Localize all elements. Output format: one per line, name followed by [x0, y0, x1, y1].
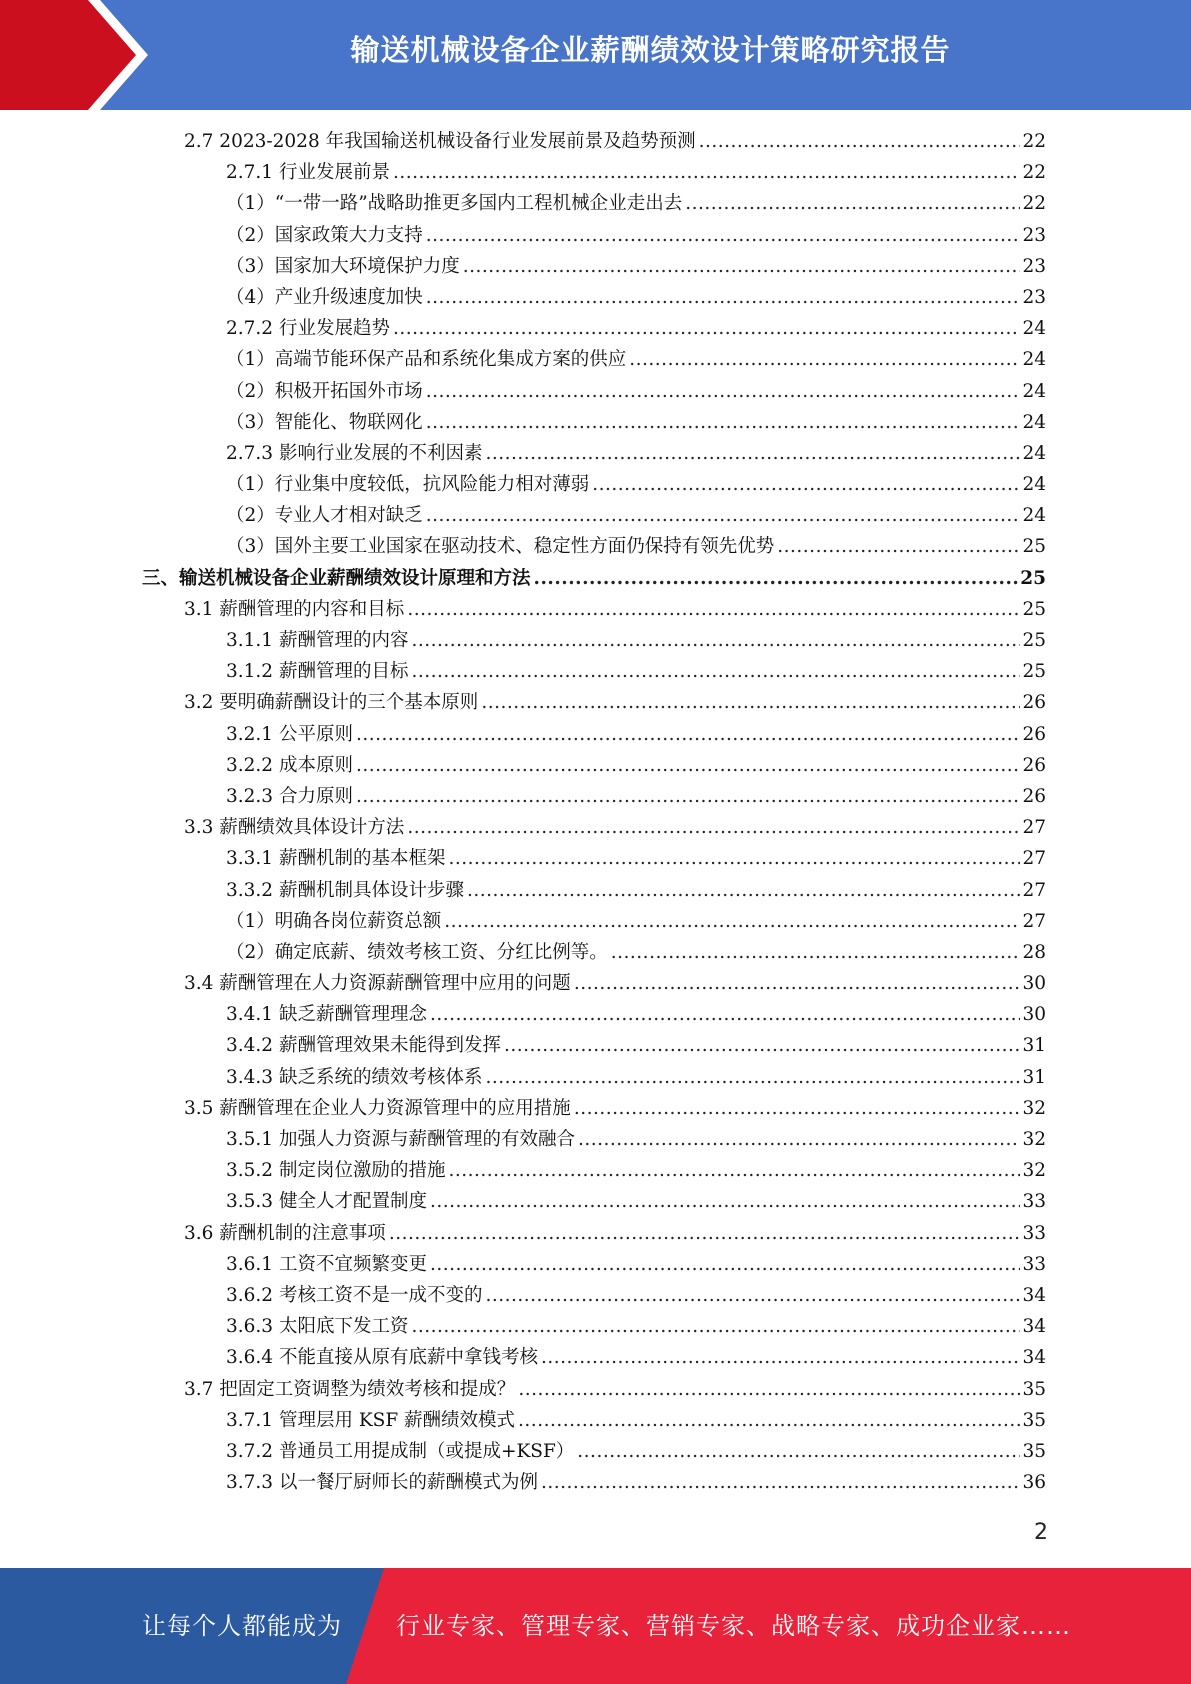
- toc-entry-page: 26: [1022, 785, 1046, 807]
- toc-entry-title: 3.2.2 成本原则: [226, 754, 353, 776]
- toc-dot-leader: [699, 126, 1021, 157]
- toc-entry-title: 3.5.2 制定岗位激励的措施: [226, 1160, 446, 1182]
- toc-dot-leader: [629, 344, 1020, 375]
- toc-entry-page: 35: [1022, 1440, 1046, 1462]
- toc-entry[interactable]: [0, 1124, 1191, 1155]
- toc-entry-page: 30: [1022, 1004, 1046, 1026]
- toc-dot-leader: [393, 157, 1020, 188]
- toc-entry-page: 24: [1022, 474, 1046, 496]
- footer-slogan-left: 让每个人都能成为: [142, 1612, 342, 1640]
- toc-entry-title: 三、输送机械设备企业薪酬绩效设计原理和方法: [142, 567, 531, 589]
- toc-entry-page: 26: [1022, 754, 1046, 776]
- toc-entry[interactable]: [0, 781, 1191, 812]
- toc-entry[interactable]: [0, 438, 1191, 469]
- toc-entry-title: （3）智能化、物联网化: [226, 411, 423, 433]
- toc-entry-title: （2）专业人才相对缺乏: [226, 505, 423, 527]
- toc-dot-leader: [485, 1280, 1020, 1311]
- toc-entry-title: 3.7.3 以一餐厅厨师长的薪酬模式为例: [226, 1472, 538, 1494]
- toc-dot-leader: [407, 812, 1020, 843]
- toc-entry-page: 23: [1022, 255, 1046, 277]
- toc-entry-title: 2.7.2 行业发展趋势: [226, 318, 390, 340]
- toc-entry-page: 24: [1022, 505, 1046, 527]
- toc-entry-title: 3.3.2 薪酬机制具体设计步骤: [226, 879, 464, 901]
- toc-dot-leader: [430, 1249, 1020, 1280]
- toc-entry-title: 3.6.4 不能直接从原有底薪中拿钱考核: [226, 1347, 538, 1369]
- page-header: [0, 0, 1191, 110]
- toc-entry-title: 3.5 薪酬管理在企业人力资源管理中的应用措施: [184, 1097, 571, 1119]
- toc-entry[interactable]: [0, 1374, 1191, 1405]
- toc-entry-page: 27: [1022, 817, 1046, 839]
- toc-entry[interactable]: [0, 1311, 1191, 1342]
- toc-dot-leader: [426, 500, 1021, 531]
- toc-entry[interactable]: [0, 1030, 1191, 1061]
- header-red-arrow-decoration: [0, 0, 150, 110]
- toc-entry-page: 27: [1022, 879, 1046, 901]
- toc-entry-page: 34: [1022, 1316, 1046, 1338]
- footer-slogan-right: 行业专家、管理专家、营销专家、战略专家、成功企业家……: [396, 1612, 1071, 1640]
- toc-dot-leader: [463, 251, 1021, 282]
- toc-entry-page: 25: [1022, 598, 1046, 620]
- toc-dot-leader: [430, 1186, 1020, 1217]
- toc-entry-title: 3.5.3 健全人才配置制度: [226, 1191, 427, 1213]
- toc-entry-page: 33: [1022, 1253, 1046, 1275]
- toc-dot-leader: [389, 1218, 1021, 1249]
- toc-entry[interactable]: [0, 157, 1191, 188]
- toc-entry-title: 3.7.2 普通员工用提成制（或提成+KSF）: [226, 1440, 575, 1462]
- toc-dot-leader: [685, 188, 1020, 219]
- toc-dot-leader: [407, 594, 1020, 625]
- page-footer: [0, 1568, 1191, 1684]
- toc-entry[interactable]: [0, 469, 1191, 500]
- toc-entry-title: （4）产业升级速度加快: [226, 286, 423, 308]
- toc-entry[interactable]: [0, 1062, 1191, 1093]
- table-of-contents: [0, 126, 1191, 1498]
- toc-entry-page: 25: [1022, 536, 1046, 558]
- toc-dot-leader: [518, 1374, 1020, 1405]
- toc-dot-leader: [426, 220, 1021, 251]
- toc-entry-page: 24: [1022, 349, 1046, 371]
- toc-entry-title: （1）明确各岗位薪资总额: [226, 910, 442, 932]
- toc-dot-leader: [356, 719, 1021, 750]
- toc-entry-page: 27: [1022, 848, 1046, 870]
- toc-entry-title: 3.3.1 薪酬机制的基本框架: [226, 848, 446, 870]
- toc-entry[interactable]: [0, 1342, 1191, 1373]
- toc-entry-page: 35: [1022, 1409, 1046, 1431]
- toc-entry-title: 3.4.3 缺乏系统的绩效考核体系: [226, 1066, 483, 1088]
- toc-dot-leader: [481, 687, 1020, 718]
- document-title: 输送机械设备企业薪酬绩效设计策略研究报告: [350, 33, 951, 67]
- toc-entry[interactable]: [0, 656, 1191, 687]
- toc-dot-leader: [467, 875, 1020, 906]
- toc-entry-page: 28: [1022, 941, 1046, 963]
- toc-dot-leader: [448, 1155, 1020, 1186]
- toc-entry[interactable]: [0, 500, 1191, 531]
- toc-entry-page: 24: [1022, 442, 1046, 464]
- toc-dot-leader: [574, 1093, 1021, 1124]
- toc-entry-title: 2.7.1 行业发展前景: [226, 162, 390, 184]
- toc-dot-leader: [411, 656, 1020, 687]
- toc-entry-page: 24: [1022, 318, 1046, 340]
- toc-entry-page: 34: [1022, 1347, 1046, 1369]
- toc-entry-page: 25: [1020, 567, 1046, 589]
- toc-entry-title: 3.1 薪酬管理的内容和目标: [184, 598, 405, 620]
- toc-entry[interactable]: [0, 968, 1191, 999]
- toc-entry-page: 32: [1022, 1129, 1046, 1150]
- toc-entry-title: （1）行业集中度较低，抗风险能力相对薄弱: [226, 474, 590, 496]
- toc-dot-leader: [485, 1062, 1020, 1093]
- toc-entry[interactable]: [0, 687, 1191, 718]
- toc-entry-page: 22: [1022, 131, 1046, 152]
- toc-dot-leader: [611, 937, 1021, 968]
- toc-entry-title: （3）国外主要工业国家在驱动技术、稳定性方面仍保持有领先优势: [226, 536, 775, 558]
- toc-entry-page: 26: [1022, 692, 1046, 714]
- toc-dot-leader: [592, 469, 1020, 500]
- toc-dot-leader: [574, 968, 1021, 999]
- toc-entry[interactable]: [0, 1436, 1191, 1467]
- toc-entry[interactable]: [0, 1280, 1191, 1311]
- toc-dot-leader: [444, 906, 1020, 937]
- toc-dot-leader: [393, 313, 1020, 344]
- toc-entry-title: 3.6 薪酬机制的注意事项: [184, 1222, 386, 1244]
- page-number: 2: [1034, 1520, 1048, 1545]
- toc-entry[interactable]: [0, 188, 1191, 219]
- toc-entry-title: （2）积极开拓国外市场: [226, 380, 423, 402]
- toc-entry-page: 23: [1022, 224, 1046, 246]
- toc-entry-page: 36: [1022, 1472, 1046, 1494]
- toc-entry-page: 30: [1022, 973, 1046, 995]
- toc-entry[interactable]: [0, 812, 1191, 843]
- toc-dot-leader: [430, 999, 1020, 1030]
- toc-entry-page: 33: [1022, 1222, 1046, 1244]
- toc-entry-page: 32: [1022, 1160, 1046, 1182]
- toc-dot-leader: [426, 282, 1021, 313]
- toc-entry-title: 2.7.3 影响行业发展的不利因素: [226, 442, 483, 464]
- toc-entry-page: 31: [1022, 1035, 1046, 1057]
- toc-entry-page: 26: [1022, 723, 1046, 745]
- toc-entry-page: 32: [1022, 1097, 1046, 1119]
- toc-dot-leader: [426, 407, 1021, 438]
- toc-entry-title: 3.2 要明确薪酬设计的三个基本原则: [184, 692, 479, 714]
- toc-entry-title: （2）确定底薪、绩效考核工资、分红比例等。: [226, 941, 608, 963]
- toc-entry[interactable]: [0, 843, 1191, 874]
- toc-entry-title: 3.7 把固定工资调整为绩效考核和提成？: [184, 1378, 516, 1400]
- toc-entry[interactable]: [0, 1218, 1191, 1249]
- toc-entry[interactable]: [0, 282, 1191, 313]
- toc-entry[interactable]: [0, 126, 1191, 157]
- toc-entry-title: （2）国家政策大力支持: [226, 224, 423, 246]
- toc-dot-leader: [504, 1030, 1020, 1061]
- toc-entry[interactable]: [0, 594, 1191, 625]
- toc-entry[interactable]: [0, 531, 1191, 562]
- toc-entry-title: （3）国家加大环境保护力度: [226, 255, 460, 277]
- toc-entry-title: （1）高端节能环保产品和系统化集成方案的供应: [226, 349, 627, 371]
- toc-entry-title: 3.5.1 加强人力资源与薪酬管理的有效融合: [226, 1129, 575, 1150]
- toc-entry[interactable]: [0, 719, 1191, 750]
- toc-entry[interactable]: [0, 251, 1191, 282]
- toc-entry[interactable]: [0, 906, 1191, 937]
- toc-entry-page: 22: [1022, 193, 1046, 215]
- toc-entry-title: 3.4.2 薪酬管理效果未能得到发挥: [226, 1035, 501, 1057]
- toc-dot-leader: [426, 376, 1021, 407]
- toc-entry-title: 3.4.1 缺乏薪酬管理理念: [226, 1004, 427, 1026]
- toc-dot-leader: [411, 1311, 1020, 1342]
- toc-entry[interactable]: [0, 1186, 1191, 1217]
- toc-dot-leader: [411, 625, 1020, 656]
- toc-entry[interactable]: [0, 1405, 1191, 1436]
- toc-entry-page: 24: [1022, 380, 1046, 402]
- toc-entry-title: 3.3 薪酬绩效具体设计方法: [184, 817, 405, 839]
- toc-dot-leader: [356, 750, 1021, 781]
- toc-entry[interactable]: [0, 313, 1191, 344]
- toc-entry[interactable]: [0, 220, 1191, 251]
- toc-entry-title: 3.4 薪酬管理在人力资源薪酬管理中应用的问题: [184, 973, 571, 995]
- toc-entry-title: 3.2.3 合力原则: [226, 785, 353, 807]
- toc-dot-leader: [448, 843, 1020, 874]
- toc-dot-leader: [518, 1405, 1020, 1436]
- toc-entry-page: 23: [1022, 286, 1046, 308]
- toc-entry[interactable]: [0, 937, 1191, 968]
- toc-entry-title: 3.6.3 太阳底下发工资: [226, 1316, 409, 1338]
- toc-entry-page: 27: [1022, 910, 1046, 932]
- toc-dot-leader: [534, 563, 1019, 594]
- toc-entry[interactable]: [0, 750, 1191, 781]
- toc-entry-title: 3.7.1 管理层用 KSF 薪酬绩效模式: [226, 1409, 516, 1431]
- toc-entry-title: 3.1.2 薪酬管理的目标: [226, 661, 409, 683]
- toc-entry[interactable]: [0, 563, 1191, 594]
- toc-dot-leader: [485, 438, 1020, 469]
- toc-entry-page: 34: [1022, 1284, 1046, 1306]
- toc-entry[interactable]: [0, 875, 1191, 906]
- toc-entry-page: 35: [1022, 1378, 1046, 1400]
- toc-dot-leader: [541, 1342, 1020, 1373]
- toc-entry[interactable]: [0, 1093, 1191, 1124]
- toc-entry-title: 3.1.1 薪酬管理的内容: [226, 630, 409, 651]
- toc-entry-page: 24: [1022, 411, 1046, 433]
- toc-entry-title: 3.2.1 公平原则: [226, 723, 353, 745]
- toc-entry-title: （1）“一带一路”战略助推更多国内工程机械企业走出去: [226, 193, 683, 215]
- toc-dot-leader: [541, 1467, 1020, 1498]
- toc-entry-page: 25: [1022, 630, 1046, 651]
- toc-entry-page: 22: [1022, 162, 1046, 184]
- toc-entry-title: 3.6.1 工资不宜频繁变更: [226, 1253, 427, 1275]
- toc-dot-leader: [777, 531, 1020, 562]
- toc-entry-page: 33: [1022, 1191, 1046, 1213]
- toc-entry[interactable]: [0, 999, 1191, 1030]
- toc-entry[interactable]: [0, 1155, 1191, 1186]
- toc-entry[interactable]: [0, 1249, 1191, 1280]
- toc-entry-page: 25: [1022, 661, 1046, 683]
- toc-dot-leader: [577, 1436, 1020, 1467]
- toc-entry-title: 2.7 2023-2028 年我国输送机械设备行业发展前景及趋势预测: [184, 131, 696, 152]
- toc-dot-leader: [356, 781, 1021, 812]
- toc-entry[interactable]: [0, 376, 1191, 407]
- toc-entry-page: 31: [1022, 1066, 1046, 1088]
- toc-entry[interactable]: [0, 625, 1191, 656]
- toc-entry[interactable]: [0, 407, 1191, 438]
- toc-entry-title: 3.6.2 考核工资不是一成不变的: [226, 1284, 483, 1306]
- toc-entry[interactable]: [0, 1467, 1191, 1498]
- toc-entry[interactable]: [0, 344, 1191, 375]
- toc-dot-leader: [578, 1124, 1020, 1155]
